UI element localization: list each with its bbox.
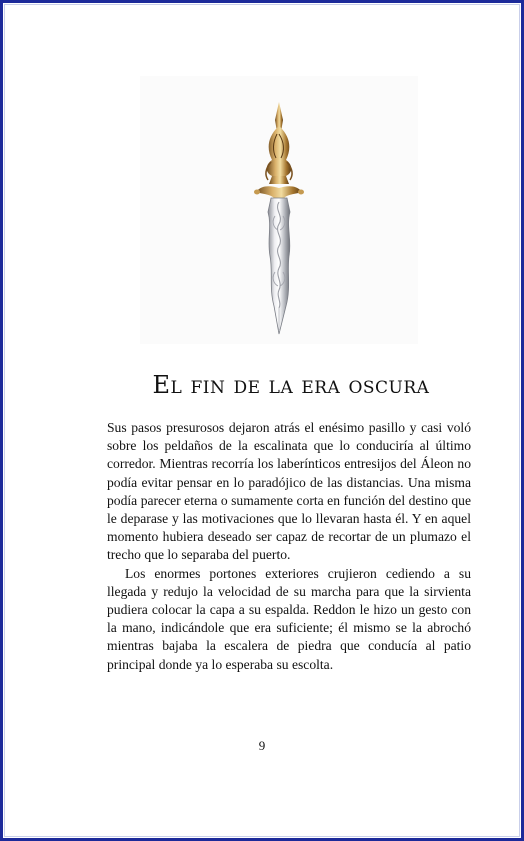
ornate-dagger-icon bbox=[140, 76, 418, 344]
paragraph: Los enormes portones exteriores crujieron cediendo a su llegada y redujo la velocidad de su marcha para que la sirvienta pudiera colocar la capa a su espalda. Reddon le hizo un gesto con la mano, indicándole que era suficiente; él mismo se la abrochó mientras bajaba la escalera de piedra que conducía al patio principal donde ya lo esperaba su escolta. bbox=[107, 565, 471, 672]
chapter-title: El fin de la era oscura bbox=[152, 371, 430, 399]
page-number: 9 bbox=[258, 738, 266, 753]
paragraph: Sus pasos presurosos dejaron atrás el enésimo pasillo y casi voló sobre los peldaños de la escalinata que lo conduciría al último corredor. Mientras recorría los laberínticos entresijos del Áleon no podía evitar pensar en lo paradójico de las distancias. Una misma podía parecer eterna o sumamente corta en función del destino que le deparase y las motivaciones que lo llevaran hasta él. Y en aquel momento hubiera deseado ser capaz de recortar de un plumazo el trecho que lo separaba del puerto. bbox=[107, 420, 471, 563]
chapter-body bbox=[107, 419, 471, 674]
dagger-illustration bbox=[140, 76, 418, 344]
